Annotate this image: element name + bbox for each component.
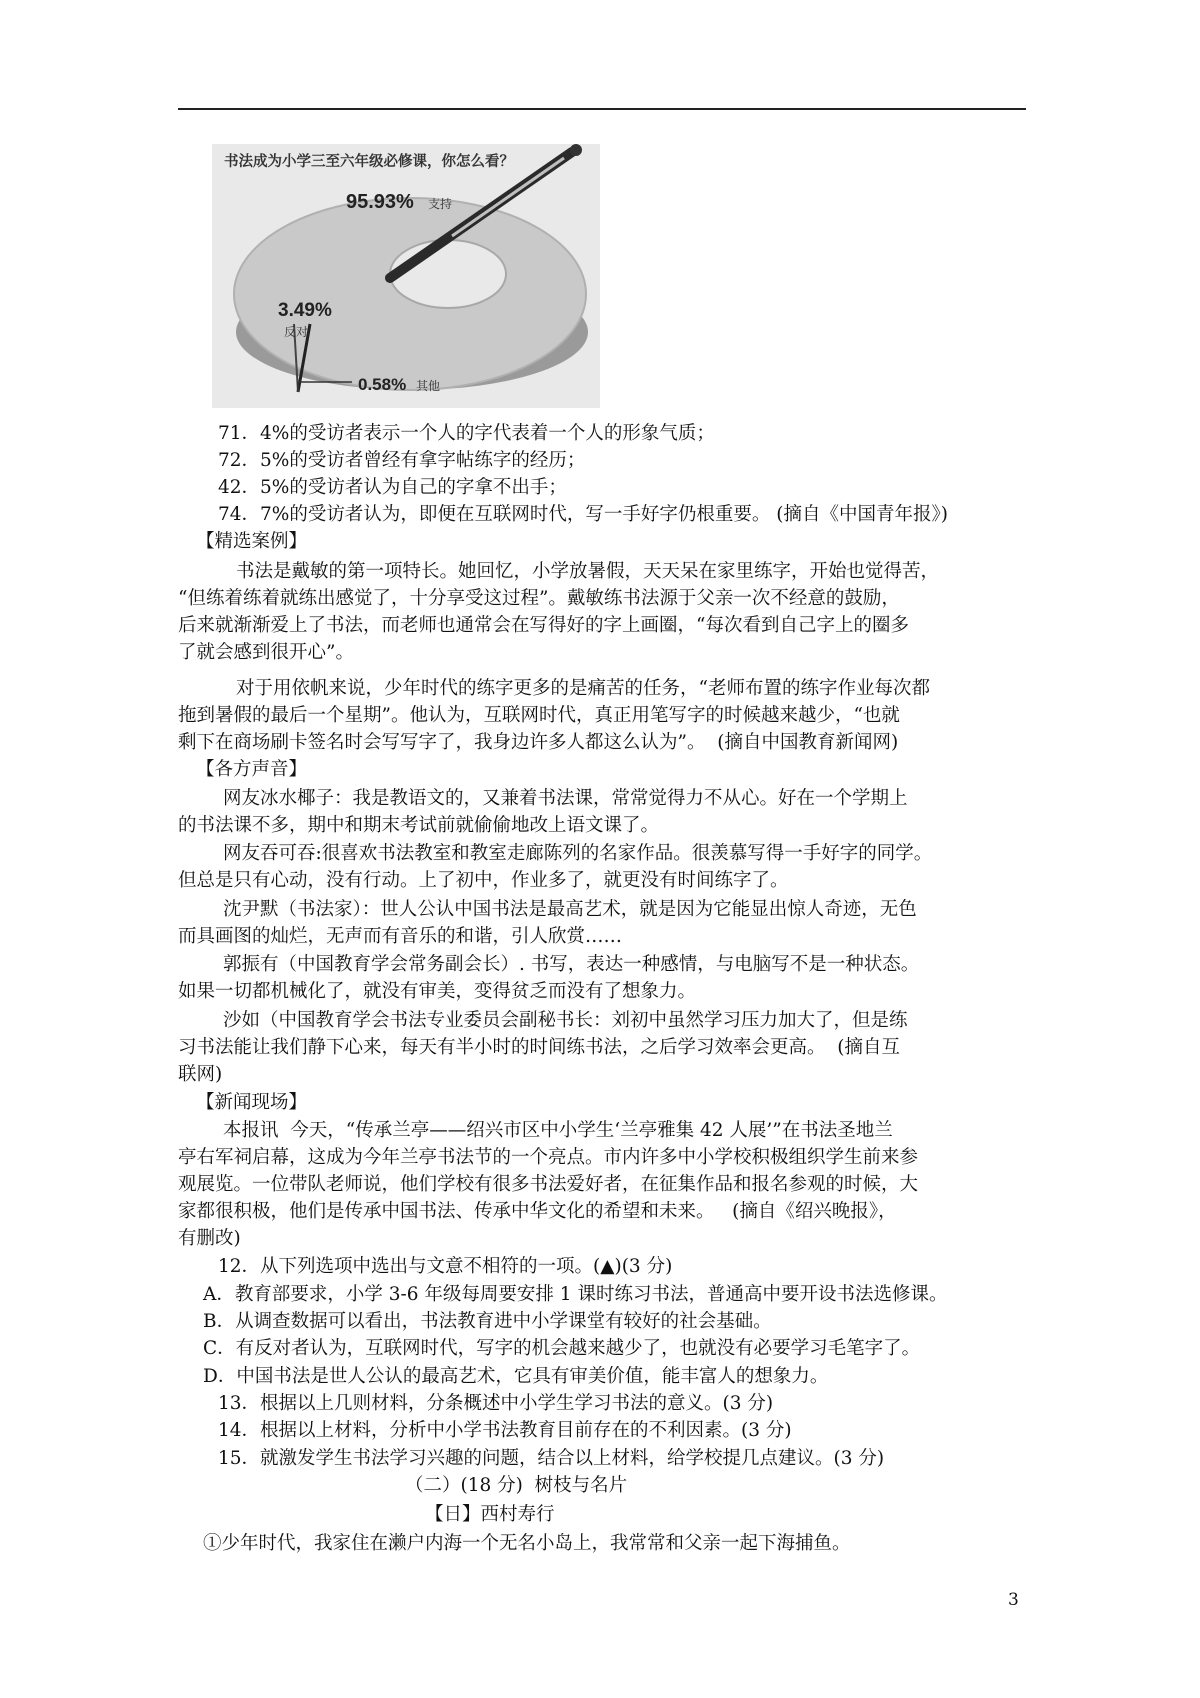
stat-line: 71．4%的受访者表示一个人的字代表着一个人的形象气质； bbox=[218, 423, 715, 444]
slice-other-label: 其他 bbox=[416, 379, 441, 393]
stat-line: 74．7%的受访者认为，即便在互联网时代，写一手好字仍根重要。 (摘自《中国青年报》) bbox=[218, 504, 948, 525]
question-13: 13．根据以上几则材料，分条概述中小学生学习书法的意义。(3 分) bbox=[218, 1393, 774, 1414]
case-line: 书法是戴敏的第一项特长。她回忆，小学放暑假，天天呆在家里练字，开始也觉得苦， bbox=[236, 561, 940, 582]
brush-cap bbox=[570, 144, 582, 156]
page-number: 3 bbox=[1008, 1590, 1019, 1610]
slice-against-value: 3.49% bbox=[278, 300, 332, 321]
slice-support-label: 支持 bbox=[428, 197, 453, 211]
donut-hole bbox=[390, 240, 506, 308]
voice-line: 沈尹默（书法家）：世人公认中国书法是最高艺术，就是因为它能显出惊人奇迹，无色 bbox=[223, 899, 917, 920]
voice-line: 联网) bbox=[178, 1064, 223, 1085]
stat-line: 72．5%的受访者曾经有拿字帖练字的经历； bbox=[218, 450, 586, 471]
news-line: 家都很积极，他们是传承中国书法、传承中华文化的希望和未来。 (摘自《绍兴晚报》， bbox=[178, 1201, 897, 1222]
slice-other-value: 0.58% bbox=[358, 375, 407, 394]
question-15: 15．就激发学生书法学习兴趣的问题，结合以上材料，给学校提几点建议。(3 分) bbox=[218, 1448, 885, 1469]
option-d: D．中国书法是世人公认的最高艺术，它具有审美价值，能丰富人的想象力。 bbox=[203, 1366, 829, 1387]
news-line: 有删改) bbox=[178, 1228, 241, 1249]
case-line: 拖到暑假的最后一个星期”。他认为，互联网时代，真正用笔写字的时候越来越少，“也就 bbox=[178, 705, 900, 726]
case-line: 剩下在商场刷卡签名时会写写字了，我身边许多人都这么认为”。 (摘自中国教育新闻网) bbox=[178, 732, 899, 753]
option-b: B．从调查数据可以看出，书法教育进中小学课堂有较好的社会基础。 bbox=[203, 1311, 772, 1332]
part2-title: （二）(18 分) 树枝与名片 bbox=[405, 1475, 628, 1496]
voice-line: 网友吞可吞:很喜欢书法教室和教室走廊陈列的名家作品。很羡慕写得一手好字的同学。 bbox=[223, 843, 933, 864]
option-a: A．教育部要求，小学 3-6 年级每周要安排 1 课时练习书法，普通高中要开设书法选修课。 bbox=[203, 1284, 948, 1305]
question-12: 12．从下列选项中选出与文意不相符的一项。(▲)(3 分) bbox=[218, 1256, 673, 1277]
section-heading-news: 【新闻现场】 bbox=[196, 1092, 308, 1113]
voice-line: 而具画图的灿烂，无声而有音乐的和谐，引人欣赏…… bbox=[178, 926, 623, 947]
chart-title: 书法成为小学三至六年级必修课，你怎么看？ bbox=[224, 154, 514, 170]
case-line: “但练着练着就练出感觉了，十分享受这过程”。戴敏练书法源于父亲一次不经意的鼓励， bbox=[178, 588, 900, 609]
voice-line: 沙如（中国教育学会书法专业委员会副秘书长：刘初中虽然学习压力加大了，但是练 bbox=[223, 1010, 908, 1031]
part2-paragraph: ①少年时代，我家住在濑户内海一个无名小岛上，我常常和父亲一起下海捕鱼。 bbox=[203, 1533, 851, 1554]
case-line: 对于用依帆来说，少年时代的练字更多的是痛苦的任务，“老师布置的练字作业每次都 bbox=[236, 678, 930, 699]
voice-line: 习书法能让我们静下心来，每天有半小时的时间练书法，之后学习效率会更高。 (摘自互 bbox=[178, 1037, 900, 1058]
case-line: 了就会感到很开心”。 bbox=[178, 642, 354, 663]
option-c: C．有反对者认为，互联网时代，写字的机会越来越少了，也就没有必要学习毛笔字了。 bbox=[203, 1338, 921, 1359]
section-heading-voices: 【各方声音】 bbox=[196, 759, 308, 780]
voice-line: 的书法课不多，期中和期末考试前就偷偷地改上语文课了。 bbox=[178, 815, 660, 836]
voice-line: 郭振有（中国教育学会常务副会长）. 书写，表达一种感情，与电脑写不是一种状态。 bbox=[223, 954, 920, 975]
header-rule bbox=[178, 108, 1026, 110]
stat-line: 42．5%的受访者认为自己的字拿不出手； bbox=[218, 477, 567, 498]
voice-line: 如果一切都机械化了，就没有审美，变得贫乏而没有了想象力。 bbox=[178, 981, 697, 1002]
question-14: 14．根据以上材料，分析中小学书法教育目前存在的不利因素。(3 分) bbox=[218, 1420, 792, 1441]
news-line: 本报讯 今天，“传承兰亭——绍兴市区中小学生‘兰亭雅集 42 人展’”在书法圣地兰 bbox=[223, 1120, 893, 1141]
slice-support-value: 95.93% bbox=[346, 191, 414, 213]
news-line: 观展览。一位带队老师说，他们学校有很多书法爱好者，在征集作品和报名参观的时候，大 bbox=[178, 1174, 919, 1195]
part2-author: 【日】西村寿行 bbox=[425, 1504, 555, 1525]
survey-donut-chart-image bbox=[212, 144, 600, 408]
voice-line: 网友冰水椰子：我是教语文的，又兼着书法课，常常觉得力不从心。好在一个学期上 bbox=[223, 788, 908, 809]
section-heading-cases: 【精选案例】 bbox=[196, 531, 308, 552]
news-line: 亭右军祠启幕，这成为今年兰亭书法节的一个亮点。市内许多中小学校积极组织学生前来参 bbox=[178, 1147, 919, 1168]
slice-against-label: 反对 bbox=[284, 325, 309, 339]
voice-line: 但总是只有心动，没有行动。上了初中，作业多了，就更没有时间练字了。 bbox=[178, 870, 789, 891]
case-line: 后来就渐渐爱上了书法，而老师也通常会在写得好的字上画圈，“每次看到自己字上的圈多 bbox=[178, 615, 909, 636]
donut-chart-svg bbox=[212, 144, 600, 408]
